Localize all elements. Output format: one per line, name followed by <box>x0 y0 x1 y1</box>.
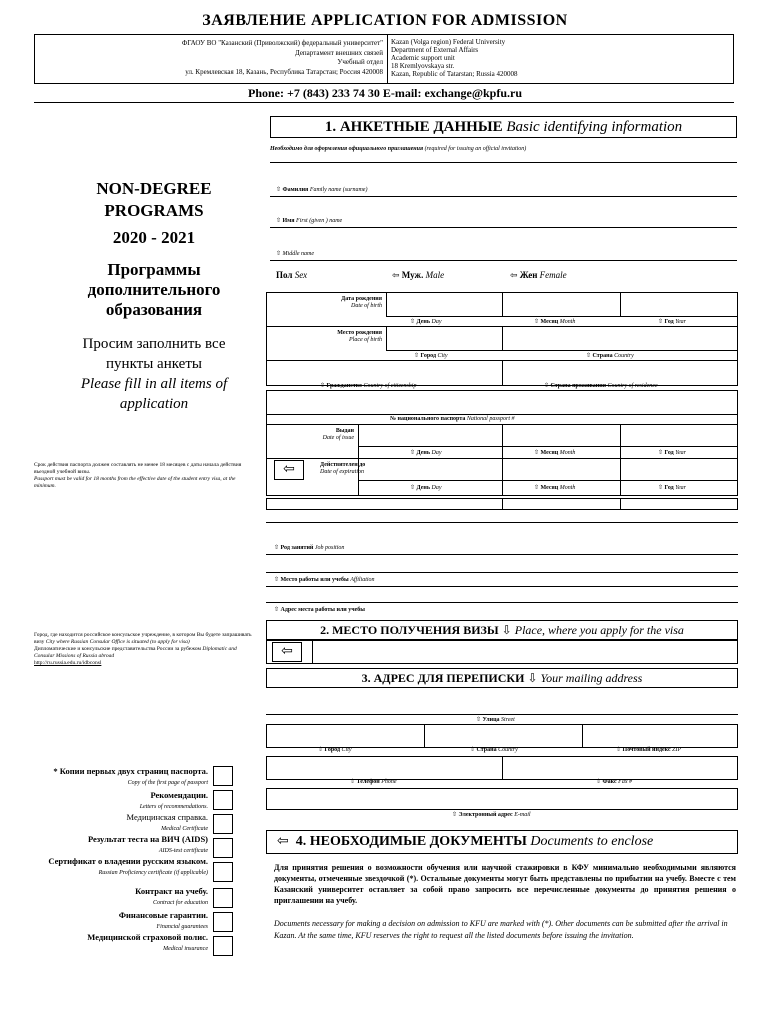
phone-label: ⇧ Телефон Phone <box>350 779 397 785</box>
grid-line <box>502 326 503 350</box>
divider <box>266 572 738 573</box>
affiliation-label: ⇧ Место работы или учебы Affiliation <box>274 577 375 583</box>
please-ru-line: пункты анкеты <box>106 356 202 372</box>
street-ru: Улица <box>482 717 500 723</box>
dob-en: Date of birth <box>351 303 382 309</box>
day-en: Day <box>431 450 442 456</box>
grid-line <box>386 326 387 350</box>
checkbox-aids[interactable] <box>213 838 233 858</box>
year-ru: Год <box>664 485 674 491</box>
program-title-ru <box>34 260 274 320</box>
checklist-item <box>40 790 208 812</box>
header-ru-line: ФГАОУ ВО "Казанский (Приволжский) федеральный университет" <box>181 39 383 47</box>
section1-title <box>270 116 737 138</box>
occupation-en: Job position <box>314 545 345 551</box>
street-label: ⇧ Улица Street <box>476 717 515 723</box>
section2-title-ru: 2. МЕСТО ПОЛУЧЕНИЯ ВИЗЫ <box>320 623 499 637</box>
year-en: Year <box>675 450 686 456</box>
fax-en: Fax # <box>618 779 632 785</box>
documents-paragraph-en: Documents necessary for making a decision on admission to KFU are marked with (*). Other documents can be submitted after the arrival in Kazan. At the same time, KFU reserves the right to request all the listed documents before issuing the invitation. <box>274 919 728 940</box>
issue-year-label: ⇧ Год Year <box>658 450 686 456</box>
female-ru: Жен <box>519 270 538 280</box>
sex-ru: Пол <box>276 270 293 280</box>
male-ru: Муж. <box>401 270 424 280</box>
divider <box>266 714 738 715</box>
address-grid <box>266 724 738 748</box>
section4-title <box>266 830 738 854</box>
pob-en: Place of birth <box>349 337 382 343</box>
grid-line <box>620 498 621 510</box>
city-ru: Город <box>324 747 341 753</box>
please-en-line: Please fill in all items of <box>80 376 228 392</box>
city-en: City <box>341 747 352 753</box>
checklist-item-ru: Рекомендации. <box>150 790 208 800</box>
divider <box>270 162 737 163</box>
divider <box>266 602 738 603</box>
issue-date-label <box>266 428 354 442</box>
grid-line <box>358 424 359 496</box>
residence-en: Country of residence <box>607 383 658 389</box>
passport-validity-note <box>34 462 258 490</box>
checkbox-passport[interactable] <box>213 766 233 786</box>
day-en: Day <box>431 485 442 491</box>
header-en-line: Kazan (Volga region) Federal University <box>391 38 506 46</box>
section4-title-text: ⇦ 4. НЕОБХОДИМЫЕ ДОКУМЕНТЫ Documents to enclose <box>277 834 654 849</box>
passport-ru: № национального паспорта <box>390 416 466 422</box>
month-en: Month <box>559 450 576 456</box>
zip-en: ZIP <box>672 747 682 753</box>
expiry-month-label: ⇧ Месяц Month <box>534 485 576 491</box>
year-en: Year <box>675 319 686 325</box>
checklist-item-ru: Финансовые гарантии. <box>118 910 208 920</box>
dob-ru: Дата рождения <box>341 296 382 302</box>
fax-label: ⇧ Факс Fax # <box>596 779 632 785</box>
grid-line <box>502 360 503 386</box>
divider <box>386 350 738 351</box>
section1-title-en: Basic identifying information <box>506 119 683 135</box>
grid-line <box>620 424 621 496</box>
name-ru: Имя <box>282 218 295 224</box>
please-ru-line: Просим заполнить все <box>82 336 226 352</box>
name-en: First (given ) name <box>296 218 343 224</box>
day-ru: День <box>416 450 431 456</box>
divider <box>34 102 734 103</box>
checkbox-insurance[interactable] <box>213 936 233 956</box>
header-ru-line: Департамент внешних связей <box>294 48 383 57</box>
issued-ru: Выдан <box>335 428 354 434</box>
visa-place-field[interactable] <box>312 641 737 663</box>
dob-day-label: ⇧ День Day <box>410 319 442 325</box>
section2-title-text: 2. МЕСТО ПОЛУЧЕНИЯ ВИЗЫ ⇩ Place, where you apply for the visa <box>320 623 684 637</box>
occupation-ru: Род занятий <box>280 545 314 551</box>
section2-title <box>266 620 738 640</box>
phone-en: Phone <box>381 779 397 785</box>
divider <box>358 480 738 481</box>
city-en: City <box>437 353 448 359</box>
checklist-item-en: Contract for education <box>153 900 208 906</box>
expiry-day-label: ⇧ День Day <box>410 485 442 491</box>
checklist-item <box>40 932 208 954</box>
divider <box>266 458 738 459</box>
checkbox-contract[interactable] <box>213 888 233 908</box>
section3-title <box>266 668 738 688</box>
checklist-item-ru: Контракт на учебу. <box>135 886 208 896</box>
month-en: Month <box>559 485 576 491</box>
name-label: ⇧ Имя First (given ) name <box>276 218 343 224</box>
checklist-item-en: Medical insurance <box>163 946 208 952</box>
checklist-item <box>40 834 208 856</box>
header-en-line: Department of External Affairs <box>391 46 479 54</box>
divider <box>266 414 738 415</box>
section4-title-ru: 4. НЕОБХОДИМЫЕ ДОКУМЕНТЫ <box>295 834 527 849</box>
grid-line <box>424 724 425 748</box>
email-en: E-mail <box>514 812 531 818</box>
surname-ru: Фамилия <box>282 187 309 193</box>
street-en: Street <box>501 717 515 723</box>
fax-ru: Факс <box>602 779 617 785</box>
mail-city-label: ⇧ Город City <box>318 747 352 753</box>
checklist-item-en: Russian Proficiency certificate (if applicable) <box>98 870 208 876</box>
affiliation-ru: Место работы или учебы <box>280 577 349 583</box>
checklist-item-ru: Результат теста на ВИЧ (AIDS) <box>87 834 208 844</box>
checklist-item <box>40 886 208 908</box>
checklist-item-en: Medical Certificate <box>161 826 208 832</box>
issue-month-label: ⇧ Месяц Month <box>534 450 576 456</box>
citizenship-label: ⇧ Гражданство Country of citizenship <box>320 383 417 389</box>
passport-number-label <box>390 416 515 422</box>
expiry-year-label: ⇧ Год Year <box>658 485 686 491</box>
contact-line: Phone: +7 (843) 233 74 30 E-mail: exchange@kpfu.ru <box>248 86 522 100</box>
checklist-item-en: Financial guarantees <box>156 924 208 930</box>
pob-label <box>270 330 382 344</box>
sex-female-option[interactable]: ⇦ Жен Female <box>510 270 567 280</box>
checkbox-medical[interactable] <box>213 814 233 834</box>
program-years: 2020 - 2021 <box>112 228 196 247</box>
zip-label: ⇧ Почтовый индекс ZIP <box>616 747 682 753</box>
consulate-note-en2: Diplomatic and Consular Missions of Russia abroad <box>34 646 237 659</box>
year-ru: Год <box>664 450 674 456</box>
passport-note-en: Passport must be valid for 18 months from the effective date of the student entry visa, at the minimum. <box>34 476 236 489</box>
section1-title-ru: 1. АНКЕТНЫЕ ДАННЫЕ <box>324 119 503 135</box>
divider <box>266 522 738 523</box>
invitation-note-ru: Необходимо для оформления официального приглашения <box>270 146 424 152</box>
document-title: ЗАЯВЛЕНИЕ APPLICATION FOR ADMISSION <box>202 12 568 29</box>
country-ru: Страна <box>592 353 613 359</box>
consulate-note-ru2: Дипломатические и консульские представительства России за рубежом <box>34 646 202 652</box>
pob-city-label: ⇧ Город City <box>414 353 448 359</box>
dob-year-label: ⇧ Год Year <box>658 319 686 325</box>
mail-country-label: ⇧ Страна Country <box>470 747 518 753</box>
checklist-item-ru: Медицинской страховой полис. <box>87 932 208 942</box>
grid-line <box>502 424 503 496</box>
day-ru: День <box>416 319 431 325</box>
grid-line <box>502 756 503 780</box>
header-en-line: Academic support unit <box>391 54 455 62</box>
grid-line <box>386 292 387 316</box>
passport-note-ru: Срок действия паспорта должен составлять не менее 18 месяцев с даты начала действия въездной учебной визы. <box>34 462 242 475</box>
header-ru-line: ул. Кремлевская 18, Казань, Республика Татарстан; Россия 420008 <box>185 67 383 76</box>
checklist-item-ru: Медицинская справка. <box>126 812 208 822</box>
program-ru-line: образования <box>105 300 203 319</box>
grid-line <box>620 292 621 316</box>
female-en: Female <box>539 270 567 280</box>
email-field[interactable] <box>266 788 738 810</box>
day-en: Day <box>431 319 442 325</box>
divider <box>358 446 738 447</box>
checklist-item-en: AIDS-test certificate <box>158 848 208 854</box>
year-ru: Год <box>664 319 674 325</box>
valid-ru: Действителен до <box>320 462 366 468</box>
divider <box>270 260 737 261</box>
divider <box>386 316 738 317</box>
passport-en: National passport # <box>466 416 515 422</box>
checklist-item-en: Copy of the first page of passport <box>127 780 208 786</box>
affiliation-en: Affiliation <box>350 577 375 583</box>
consulate-note-ru: Город, где находится российское консульское учреждение, в котором Вы будете запрашивать визу <box>34 632 252 645</box>
year-en: Year <box>675 485 686 491</box>
citizenship-ru: Гражданство <box>326 383 362 389</box>
month-ru: Месяц <box>540 485 559 491</box>
program-ru-line: дополнительного <box>87 280 221 299</box>
header-address-ru <box>35 35 388 83</box>
residence-label: ⇧ Страна проживания Country of residence <box>544 383 658 389</box>
checkbox-russian[interactable] <box>213 862 233 882</box>
sex-male-option[interactable]: ⇦ Муж. Male <box>392 270 445 280</box>
grid-line <box>582 724 583 748</box>
valid-en: Date of expiration <box>320 469 364 475</box>
checklist-item-ru: * Копии первых двух страниц паспорта. <box>53 766 208 776</box>
middle-name-en: Middle name <box>282 251 315 257</box>
header-en-line: Kazan, Republic of Tatarstan; Russia 420008 <box>391 70 518 78</box>
header-address-en <box>391 38 518 78</box>
grid-line <box>502 292 503 316</box>
pob-country-label: ⇧ Страна Country <box>586 353 634 359</box>
checklist-item-ru: Сертификат о владении русским языком. <box>48 856 208 866</box>
checklist-item <box>40 910 208 932</box>
email-ru: Электронный адрес <box>458 812 513 818</box>
issue-day-label: ⇧ День Day <box>410 450 442 456</box>
citizenship-en: Country of citizenship <box>363 383 417 389</box>
checklist-item <box>40 766 208 788</box>
invitation-note <box>270 146 526 152</box>
header-ru-line: Учебный отдел <box>337 58 383 67</box>
header-box <box>34 34 734 84</box>
program-ru-line: Программы <box>107 260 201 279</box>
dob-month-label: ⇧ Месяц Month <box>534 319 576 325</box>
please-en-line: application <box>119 396 189 412</box>
checkbox-recommendations[interactable] <box>213 790 233 810</box>
expiry-date-label <box>320 462 365 476</box>
checklist-item-en: Letters of recommendations. <box>139 804 208 810</box>
email-label: ⇧ Электронный адрес E-mail <box>452 812 531 818</box>
section3-title-text: 3. АДРЕС ДЛЯ ПЕРЕПИСКИ ⇩ Your mailing address <box>361 671 643 685</box>
country-en: Country <box>498 747 518 753</box>
program-title-line: PROGRAMS <box>104 201 204 220</box>
program-title-line: NON-DEGREE <box>96 179 212 198</box>
checklist-item <box>40 812 208 834</box>
dob-label <box>270 296 382 310</box>
residence-ru: Страна проживания <box>550 383 606 389</box>
section2-title-en: Place, where you apply for the visa <box>514 623 684 637</box>
city-ru: Город <box>420 353 437 359</box>
country-en: Country <box>614 353 634 359</box>
surname-en: Family name (surname) <box>309 187 368 193</box>
grid-line <box>502 498 503 510</box>
consulate-link[interactable]: http://ru.russia.edu.ru/idbconsl <box>34 660 102 666</box>
male-en: Male <box>425 270 445 280</box>
affiliation-address-label: ⇧ Адрес места работы или учебы <box>274 607 365 613</box>
name-field[interactable] <box>270 228 737 244</box>
consulate-note-en: City where Russian Consular Office is situated (to apply for visa) <box>45 639 190 645</box>
arrow-left-icon: ⇦ <box>274 460 304 480</box>
surname-field[interactable] <box>270 197 737 213</box>
please-fill-en <box>34 374 274 414</box>
sex-label <box>276 270 307 280</box>
occupation-label: ⇧ Род занятий Job position <box>274 545 345 551</box>
divider <box>266 554 738 555</box>
consulate-note <box>34 632 258 667</box>
header-en-line: 18 Kremlyovskaya str. <box>391 62 455 70</box>
divider <box>266 586 738 587</box>
day-ru: День <box>416 485 431 491</box>
section3-title-ru: 3. АДРЕС ДЛЯ ПЕРЕПИСКИ <box>361 671 525 685</box>
month-ru: Месяц <box>540 450 559 456</box>
checkbox-financial[interactable] <box>213 912 233 932</box>
country-ru: Страна <box>476 747 497 753</box>
phone-ru: Телефон <box>356 779 380 785</box>
zip-ru: Почтовый индекс <box>622 747 671 753</box>
month-ru: Месяц <box>540 319 559 325</box>
checklist-item <box>40 856 208 878</box>
middle-name-label: ⇧ Middle name <box>276 251 315 257</box>
pob-ru: Место рождения <box>337 330 382 336</box>
please-fill-ru <box>34 334 274 374</box>
arrow-left-icon: ⇦ <box>272 642 302 662</box>
program-title <box>34 178 274 222</box>
documents-paragraph-ru: Для принятия решения о возможности обучения или научной стажировки в КФУ минимально необходимыми являются документы, отмеченные звездочкой (*). Остальные документы могут быть представлены по прибытии на учебу. Вместе с тем Казанский университет оставляет за собой право запросить все перечисленные документы до принятия решения о приглашении на учебу. <box>274 863 736 905</box>
issued-en: Date of issue <box>322 435 354 441</box>
section4-title-en: Documents to enclose <box>530 834 654 849</box>
sex-en: Sex <box>294 270 308 280</box>
month-en: Month <box>559 319 576 325</box>
invitation-note-en: (required for issuing an official invitation) <box>424 146 527 152</box>
affiliation-address-ru: Адрес места работы или учебы <box>280 607 365 613</box>
surname-label: ⇧ Фамилия Family name (surname) <box>276 187 368 193</box>
section3-title-en: Your mailing address <box>540 671 643 685</box>
